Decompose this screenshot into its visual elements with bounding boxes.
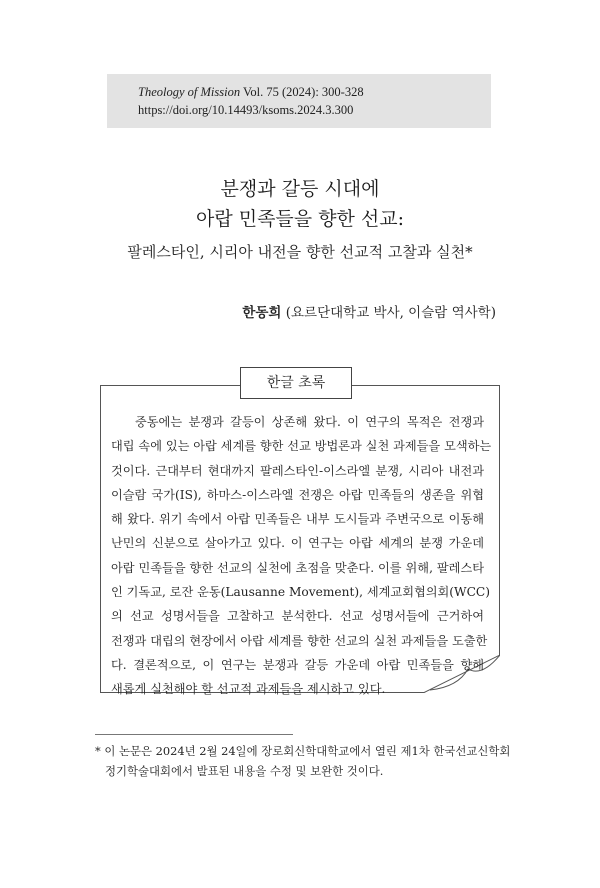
abstract-line: 새롭게 실천해야 할 선교적 과제들을 제시하고 있다.	[111, 682, 386, 697]
title-line-1: 분쟁과 갈등 시대에	[220, 178, 380, 200]
abstract-line: 인 기독교, 로잔 운동(Lausanne Movement), 세계교회협의회(WCC)	[111, 585, 490, 600]
citation-journal-line	[138, 83, 491, 101]
citation-box	[107, 74, 491, 128]
doi-link[interactable]: https://doi.org/10.14493/ksoms.2024.3.300	[138, 103, 354, 117]
abstract-line: 다. 결론적으로, 이 연구는 분쟁과 갈등 가운데 아랍 민족들을 향해	[111, 657, 484, 672]
title-line-2: 아랍 민족들을 향한 선교:	[195, 208, 405, 230]
footnote-line-1	[95, 741, 511, 761]
journal-volume: Vol. 75 (2024): 300-328	[243, 85, 364, 99]
abstract-line: 아랍 민족들을 향한 선교의 실천에 초점을 맞춘다. 이를 위해, 팔레스타	[111, 560, 484, 575]
footnote-marker: *	[95, 744, 101, 758]
abstract-text	[111, 410, 492, 702]
footnote-text-1: 이 논문은 2024년 2월 24일에 장로회신학대학교에서 열린 제1차 한국선교신학회	[104, 744, 511, 758]
abstract-line: 난민의 신분으로 살아가고 있다. 이 연구는 아랍 세계의 분쟁 가운데	[111, 536, 484, 551]
footnote-line-2: 정기학술대회에서 발표된 내용을 수정 및 보완한 것이다.	[105, 764, 384, 778]
author-line	[242, 301, 496, 321]
journal-name: Theology of Mission	[138, 85, 241, 99]
abstract-line: 중동에는 분쟁과 갈등이 상존해 왔다. 이 연구의 목적은 전쟁과	[135, 415, 484, 429]
author-name: 한동희	[242, 305, 282, 321]
abstract-line: 의 선교 성명서들을 고찰하고 분석한다. 선교 성명서들에 근거하여	[111, 609, 484, 624]
abstract-line: 것이다. 근대부터 현대까지 팔레스타인-이스라엘 분쟁, 시리아 내전과	[111, 463, 484, 478]
footnote-divider	[95, 734, 293, 735]
footnote	[95, 741, 511, 781]
abstract-line: 대립 속에 있는 아랍 세계를 향한 선교 방법론과 실천 과제들을 모색하는	[111, 439, 492, 454]
abstract-label: 한글 초록	[240, 367, 352, 399]
title-block	[0, 174, 600, 265]
author-affiliation: (요르단대학교 박사, 이슬람 역사학)	[285, 305, 496, 321]
abstract-line: 해 왔다. 위기 속에서 아랍 민족들은 내부 도시들과 주변국으로 이동해	[111, 512, 484, 527]
abstract-line: 전쟁과 대립의 현장에서 아랍 세계를 향한 선교의 실천 과제들을 도출한	[111, 633, 488, 648]
subtitle: 팔레스타인, 시리아 내전을 향한 선교적 고찰과 실천*	[127, 243, 473, 261]
abstract-line: 이슬람 국가(IS), 하마스-이스라엘 전쟁은 아랍 민족들의 생존을 위협	[111, 487, 484, 502]
